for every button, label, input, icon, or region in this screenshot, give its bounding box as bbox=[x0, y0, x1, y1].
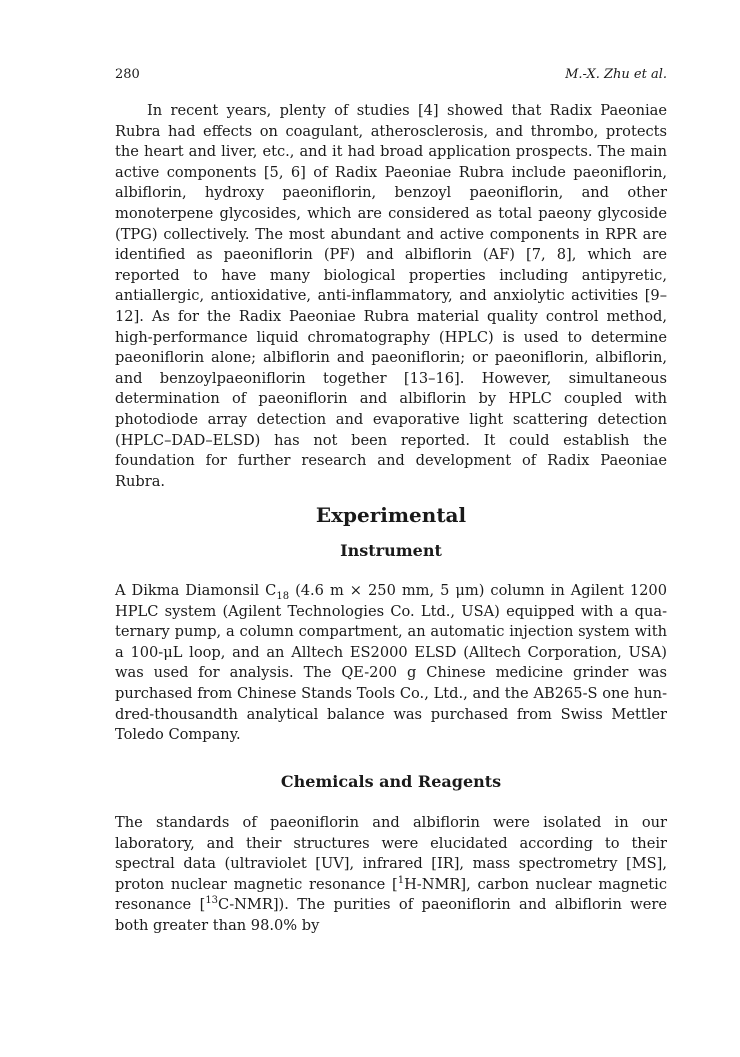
instrument-text-rest: (4.6 m × 250 mm, 5 μm) column in Agilent 1200 HPLC system (Agilent Technologies Co. Ltd., USA) equipped with a quaternary pump, a column compartment, an automatic injection system with a 100-μL loop, and an Alltech ES2000 ELSD (Alltech Corporation, USA) was used for analysis. The QE-200 g Chinese medicine grinder was purchased from Chinese Stands Tools Co., Ltd., and the AB265-S one hundred-thousandth analytical balance was purchased from Swiss Mettler Toledo Company. bbox=[115, 582, 667, 744]
instrument-paragraph bbox=[115, 581, 667, 746]
chemicals-paragraph bbox=[115, 813, 667, 937]
running-authors: M.-X. Zhu et al. bbox=[565, 67, 667, 82]
chemicals-text-part3: C-NMR]). The purities of paeoniflorin and albiflorin were both greater than 98.0% by bbox=[115, 896, 668, 934]
c18-subscript: 18 bbox=[276, 590, 290, 602]
page-number: 280 bbox=[115, 67, 140, 82]
subsection-heading-chemicals: Chemicals and Reagents bbox=[280, 772, 502, 791]
instrument-text-start: A Dikma Diamonsil C bbox=[115, 582, 277, 599]
running-header bbox=[115, 67, 667, 85]
chemicals-text-part2: H-NMR], carbon nuclear magnetic resonance [ bbox=[115, 875, 667, 914]
intro-paragraph: In recent years, plenty of studies [4] showed that Radix Paeoniae Rubra had effects on coagulant, atherosclerosis, and thrombo, protects the heart and liver, etc., and it had broad application prospects. The main active components [5, 6] of Radix Paeoniae Rubra include paeoniflorin, albiflorin, hydroxy paeoniflorin, benzoyl paeoniflorin, and other monoterpene glycosides, which are considered as total paeony glycoside (TPG) collectively. The most abundant and active components in RPR are identified as paeoniflorin (PF) and albiflorin (AF) [7, 8], which are reported to have many biological properties including antipyretic, antiallergic, antioxidative, anti-inflammatory, and anxiolytic activities [9–12]. As for the Radix Paeoniae Rubra material quality control method, high-performance liquid chromatography (HPLC) is used to determine paeoniflorin alone; albiflorin and paeoniflorin; or paeoniflorin, albiflorin, and benzoylpaeoniflorin together [13–16]. However, simultaneous determination of paeoniflorin and albiflorin by HPLC coupled with photodiode array detection and evaporative light scattering detection (HPLC–DAD–ELSD) has not been reported. It could establish the foundation for further research and development of Radix Paeoniae Rubra. bbox=[115, 102, 667, 490]
section-heading-experimental: Experimental bbox=[315, 503, 467, 527]
chemicals-text-part1: The standards of paeoniflorin and albiflorin were isolated in our laboratory, and their structures were elucidated according to their spectral data (ultraviolet [UV], infrared [IR], mass spectrometry [MS], proton nuclear magnetic resonance [ bbox=[115, 814, 667, 893]
c-nmr-superscript: 13 bbox=[205, 895, 219, 907]
h-nmr-superscript: 1 bbox=[397, 874, 405, 886]
subsection-heading-instrument: Instrument bbox=[340, 541, 442, 560]
